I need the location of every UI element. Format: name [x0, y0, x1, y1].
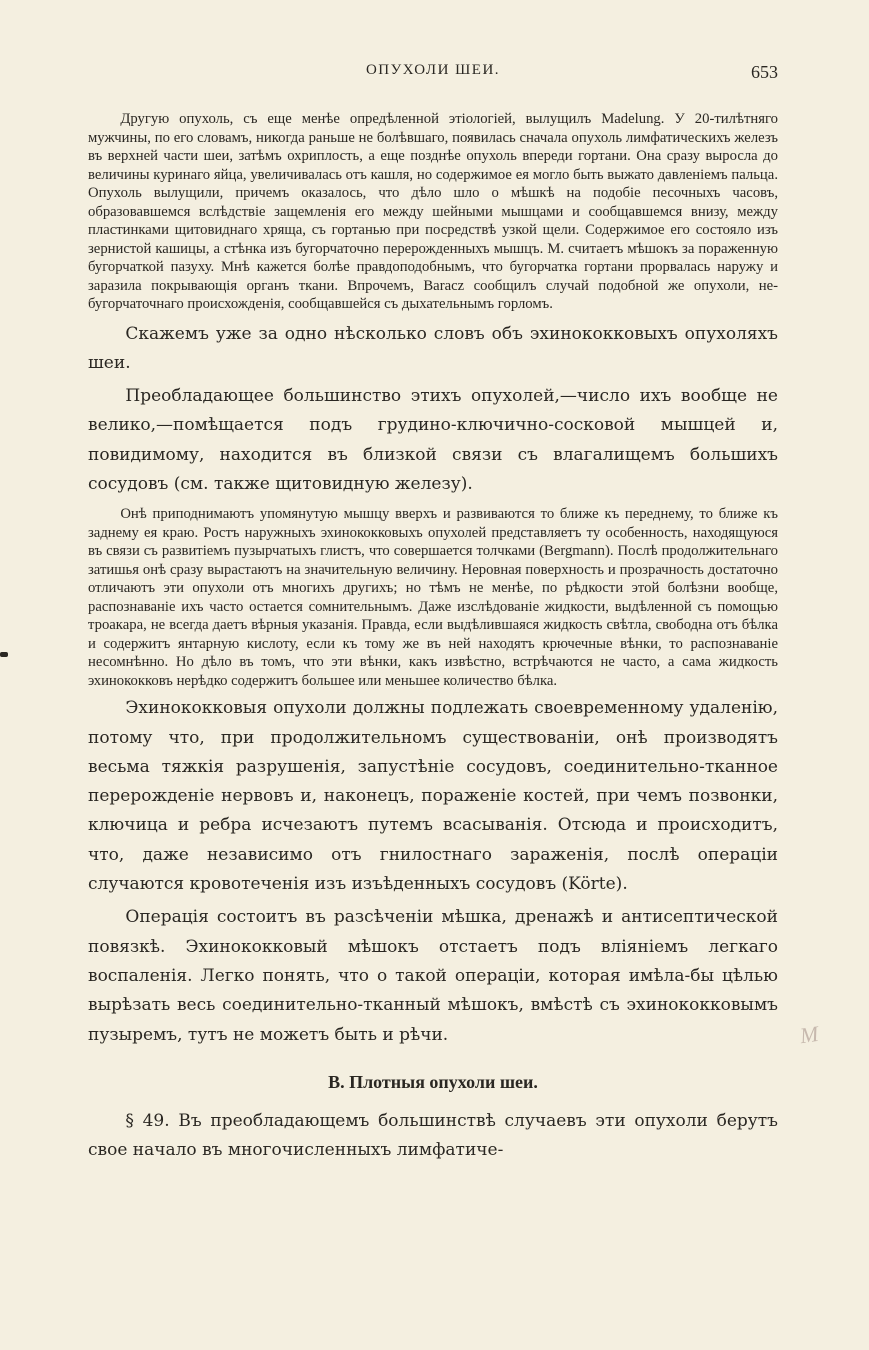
page-number: 653	[751, 62, 778, 82]
paragraph-operation: Операція состоитъ въ разсѣченіи мѣшка, дренажѣ и антисептической повязкѣ. Эхинококковый мѣшокъ отстаетъ подъ вліяніемъ легкаго воспаленія. Легко понять, что о такой операціи, которая имѣла-бы цѣлью вырѣзать весь соединительно-тканный мѣшокъ, вмѣстѣ съ эхинококковымъ пузыремъ, тутъ не можетъ быть и рѣчи.	[88, 907, 778, 1045]
section-heading: B. Плотныя опухоли шеи.	[328, 1071, 538, 1092]
margin-ink-mark	[0, 652, 8, 657]
page-body	[88, 110, 778, 1165]
running-head: ОПУХОЛИ ШЕИ.	[365, 62, 501, 78]
paragraph-echinococcus-intro: Скажемъ уже за одно нѣсколько словъ объ эхинококковыхъ опухоляхъ шеи.	[88, 323, 778, 373]
handwritten-margin-note: M	[798, 1020, 820, 1049]
paragraph-echinococcus-growth: Онѣ приподнимаютъ упомянутую мышцу вверхъ и развиваются то ближе къ переднему, то ближе къ заднему ея краю. Ростъ наружныхъ эхинококковыхъ опухолей представляетъ ту особенность, находящуюся въ связи съ развитіемъ пузырчатыхъ глистъ, что совершается толчками (Bergmann). Послѣ продолжительнаго затишья онѣ сразу вырастаютъ на значительную величину. Неровная поверхность и прозрачность достаточно отличаютъ эти опухоли отъ многихъ другихъ; но тѣмъ не менѣе, по рѣдкости этой болѣзни вообще, распознаваніе ихъ часто остается сомнительнымъ. Даже изслѣдованіе жидкости, выдѣленной съ помощью троакара, не всегда даетъ вѣрныя указанія. Правда, если выдѣлившаяся жидкость свѣтла, свободна отъ бѣлка и содержитъ янтарную кислоту, если къ тому же въ ней находятъ крючечные вѣнки, то распознаваніе несомнѣнно. Но дѣло въ томъ, что эти вѣнки, какъ извѣстно, встрѣчаются не часто, а сама жидкость эхинококковъ нерѣдко содержитъ большее или меньшее количество бѣлка.	[88, 506, 778, 689]
paragraph-section-49: § 49. Въ преобладающемъ большинствѣ случаевъ эти опухоли берутъ свое начало въ многочисленныхъ лимфатиче-	[88, 1110, 778, 1161]
paragraph-echinococcus-location: Преобладающее большинство этихъ опухолей,—число ихъ вообще не велико,—помѣщается подъ грудино-ключично-сосковой мышцей и, повидимому, находится въ близкой связи съ влагалищемъ большихъ сосудовъ (см. также щитовидную железу).	[88, 386, 778, 494]
paragraph-echinococcus-removal: Эхинококковыя опухоли должны подлежать своевременному удаленію, потому что, при продолжительномъ существованіи, онѣ производятъ весьма тяжкія разрушенія, запустѣніе сосудовъ, соединительно-тканное перерожденіе нервовъ и, наконецъ, пораженіе костей, при чемъ позвонки, ключица и ребра исчезаютъ путемъ всасыванія. Отсюда и происходитъ, что, даже независимо отъ гнилостнаго зараженія, послѣ операціи случаются кровотеченія изъ изъѣденныхъ сосудовъ (Körte).	[88, 698, 778, 895]
page-header	[88, 62, 778, 86]
paragraph-madelung-case: Другую опухоль, съ еще менѣе опредѣленной этіологіей, вылущилъ Madelung. У 20-тилѣтняго мужчины, по его словамъ, никогда раньше не болѣвшаго, появилась сначала опухоль лимфатическихъ железъ въ верхней части шеи, затѣмъ охриплость, а еще позднѣе опухоль впереди гортани. Она сразу выросла до величины куринаго яйца, увеличивалась отъ кашля, но содержимое ея могло быть выжато давленіемъ пальца. Опухоль вылущили, причемъ оказалось, что дѣло шло о мѣшкѣ на подобіе песочныхъ часовъ, образовавшемся вслѣдствіе защемленія его между шейными мышцами и сообщавшемся внизу, между пластинками щитовиднаго хряща, съ гортанью при посредствѣ узкой щели. Содержимое его состояло изъ зернистой кашицы, а стѣнка изъ бугорчаточно перерожденныхъ мышцъ. M. считаетъ мѣшокъ за пораженную бугорчаткой пазуху. Мнѣ кажется болѣе правдоподобнымъ, что бугорчатка гортани прорвалась наружу и заразила покрывающія органъ ткани. Впрочемъ, Baracz сообщилъ случай подобной же опухоли, не-бугорчаточнаго происхожденія, сообщавшейся съ дыхательнымъ горломъ.	[88, 111, 778, 312]
